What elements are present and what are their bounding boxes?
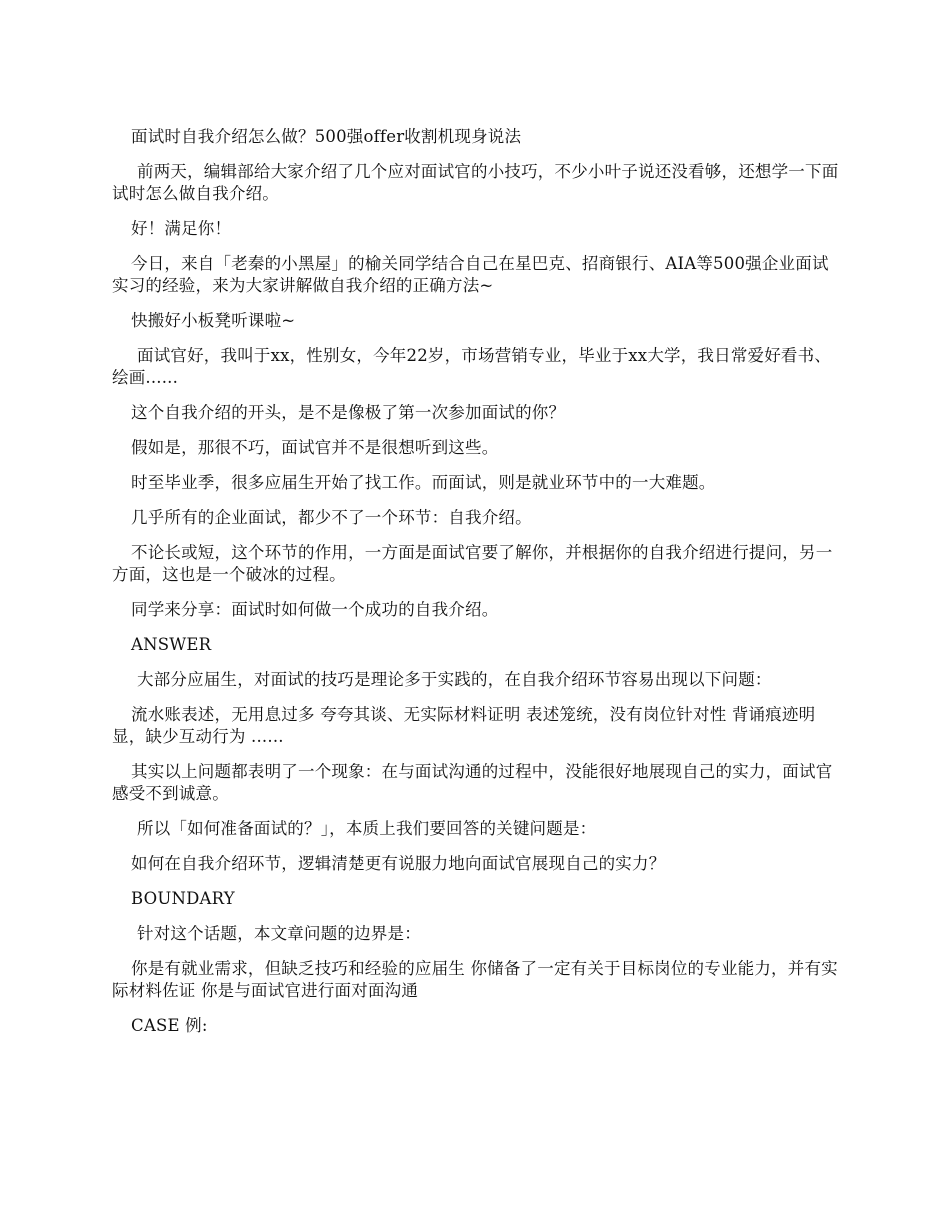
paragraph: 前两天，编辑部给大家介绍了几个应对面试官的小技巧，不少小叶子说还没看够，还想学一下面试时怎么做自我介绍。 <box>112 162 839 203</box>
paragraph: 大部分应届生，对面试的技巧是理论多于实践的，在自我介绍环节容易出现以下问题： <box>137 670 772 689</box>
paragraph: 好！满足你！ <box>131 219 232 238</box>
paragraph: 你是有就业需求，但缺乏技巧和经验的应届生 你储备了一定有关于目标岗位的专业能力，并有实际材料佐证 你是与面试官进行面对面沟通 <box>112 959 838 1000</box>
paragraph: 面试官好，我叫于xx，性别女，今年22岁，市场营销专业，毕业于xx大学，我日常爱好看书、绘画...... <box>112 346 832 387</box>
paragraph: 时至毕业季，很多应届生开始了找工作。而面试，则是就业环节中的一大难题。 <box>131 473 716 492</box>
paragraph: 这个自我介绍的开头，是不是像极了第一次参加面试的你？ <box>131 403 566 422</box>
paragraph: 几乎所有的企业面试，都少不了一个环节：自我介绍。 <box>131 508 532 527</box>
section-heading-case: CASE 例: <box>131 1016 208 1035</box>
paragraph: 其实以上问题都表明了一个现象：在与面试沟通的过程中，没能很好地展现自己的实力，面试官感受不到诚意。 <box>112 762 833 803</box>
article-title: 面试时自我介绍怎么做？500强offer收割机现身说法 <box>131 127 522 146</box>
paragraph: 所以「如何准备面试的？」，本质上我们要回答的关键问题是： <box>137 819 597 838</box>
paragraph: 假如是，那很不巧，面试官并不是很想听到这些。 <box>131 438 499 457</box>
paragraph: 快搬好小板凳听课啦~ <box>131 311 296 330</box>
paragraph: 今日，来自「老秦的小黑屋」的榆关同学结合自己在星巴克、招商银行、AIA等500强企业面试实习的经验，来为大家讲解做自我介绍的正确方法~ <box>112 254 829 295</box>
paragraph: 如何在自我介绍环节，逻辑清楚更有说服力地向面试官展现自己的实力？ <box>131 854 666 873</box>
paragraph: 流水账表述，无用息过多 夸夸其谈、无实际材料证明 表述笼统，没有岗位针对性 背诵痕迹明显，缺少互动行为 ...... <box>112 705 816 746</box>
paragraph: 同学来分享：面试时如何做一个成功的自我介绍。 <box>131 600 499 619</box>
section-heading-boundary: BOUNDARY <box>131 889 235 908</box>
paragraph: 针对这个话题，本文章问题的边界是： <box>137 924 421 943</box>
document-page <box>112 126 840 1050</box>
paragraph: 不论长或短，这个环节的作用，一方面是面试官要了解你，并根据你的自我介绍进行提问，另一方面，这也是一个破冰的过程。 <box>112 543 833 584</box>
section-heading-answer: ANSWER <box>131 635 212 654</box>
